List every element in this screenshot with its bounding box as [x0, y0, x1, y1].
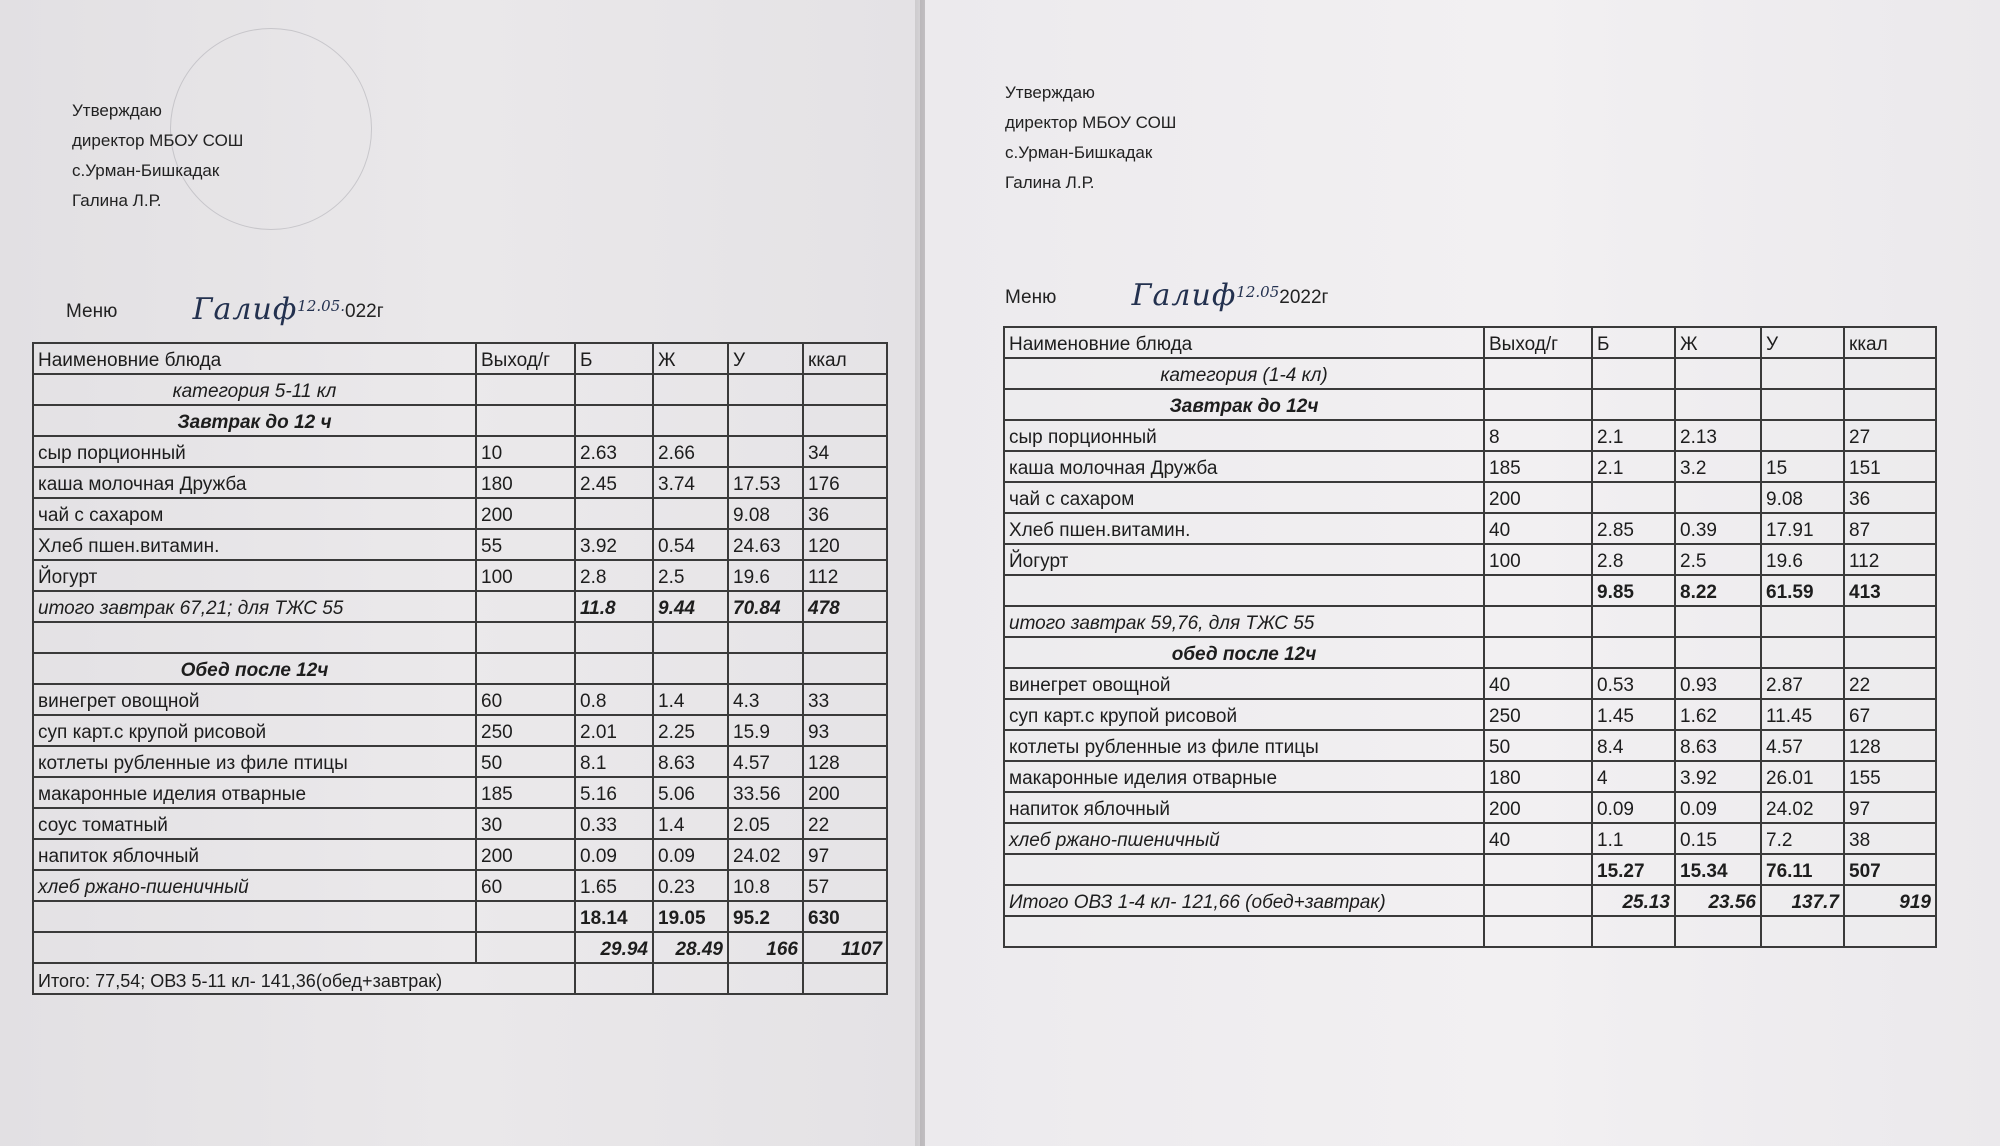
cell: [33, 901, 476, 932]
header-cell: Выход/г: [1484, 327, 1592, 358]
header-cell: Наименовние блюда: [1004, 327, 1484, 358]
menu-label: Меню: [1005, 287, 1057, 308]
cell: 0.15: [1675, 823, 1761, 854]
dish-name: котлеты рубленные из филе птицы: [33, 746, 476, 777]
cell: 0.33: [575, 808, 653, 839]
cell: [476, 591, 575, 622]
cell: 2.01: [575, 715, 653, 746]
approval-line: директор МБОУ СОШ: [1005, 113, 1177, 132]
dish-name: напиток яблочный: [33, 839, 476, 870]
total-cell: 8.22: [1675, 575, 1761, 606]
cell: 40: [1484, 513, 1592, 544]
cell: 17.91: [1761, 513, 1844, 544]
header-cell: ккал: [1844, 327, 1936, 358]
table-row: [1004, 668, 1936, 699]
breakfast-total-row: [1004, 575, 1936, 606]
breakfast-note-row: [1004, 606, 1936, 637]
cell: 60: [476, 684, 575, 715]
cell: 22: [803, 808, 887, 839]
cell: 26.01: [1761, 761, 1844, 792]
cell: 30: [476, 808, 575, 839]
breakfast-total-row: [33, 591, 887, 622]
section-row: [1004, 389, 1936, 420]
cell: 1.45: [1592, 699, 1675, 730]
total-cell: 95.2: [728, 901, 803, 932]
table-row: [1004, 482, 1936, 513]
total-cell: 18.14: [575, 901, 653, 932]
cell: 151: [1844, 451, 1936, 482]
section-row: [1004, 637, 1936, 668]
header-cell: У: [728, 343, 803, 374]
cell: 97: [1844, 792, 1936, 823]
cell: 0.53: [1592, 668, 1675, 699]
total-cell: 15.34: [1675, 854, 1761, 885]
footer-total-note: Итого: 77,54; ОВЗ 5-11 кл- 141,36(обед+завтрак): [33, 963, 575, 994]
table-row: [1004, 730, 1936, 761]
total-cell: 70.84: [728, 591, 803, 622]
cell: 19.6: [1761, 544, 1844, 575]
cell: 128: [1844, 730, 1936, 761]
dish-name: макаронные иделия отварные: [1004, 761, 1484, 792]
table-row: [33, 777, 887, 808]
grand-total-row: [1004, 885, 1936, 916]
cell: 87: [1844, 513, 1936, 544]
header-cell: Ж: [1675, 327, 1761, 358]
total-cell: 23.56: [1675, 885, 1761, 916]
cell: 33.56: [728, 777, 803, 808]
approval-line: с.Урман-Бишкадак: [1005, 143, 1153, 162]
dish-name: чай с сахаром: [33, 498, 476, 529]
cell: 2.5: [653, 560, 728, 591]
table-row: [33, 684, 887, 715]
cell: [1484, 854, 1592, 885]
cell: 8.4: [1592, 730, 1675, 761]
cell: 185: [476, 777, 575, 808]
approval-block: [72, 96, 243, 216]
dish-name: макаронные иделия отварные: [33, 777, 476, 808]
menu-table: [1003, 326, 1937, 948]
total-cell: 11.8: [575, 591, 653, 622]
header-cell: Б: [575, 343, 653, 374]
cell: 17.53: [728, 467, 803, 498]
lunch-title: Обед после 12ч: [33, 653, 476, 684]
breakfast-title: Завтрак до 12ч: [1004, 389, 1484, 420]
dish-name: соус томатный: [33, 808, 476, 839]
section-row: [33, 653, 887, 684]
total-label: итого завтрак 67,21; для ТЖС 55: [33, 591, 476, 622]
cell: 3.2: [1675, 451, 1761, 482]
header-cell: У: [1761, 327, 1844, 358]
cell: 19.6: [728, 560, 803, 591]
total-cell: 919: [1844, 885, 1936, 916]
cell: 93: [803, 715, 887, 746]
menu-year: 2022г: [1279, 287, 1329, 308]
header-cell: Б: [1592, 327, 1675, 358]
cell: 2.1: [1592, 451, 1675, 482]
cell: 1.4: [653, 684, 728, 715]
table-row: [1004, 420, 1936, 451]
cell: 0.09: [653, 839, 728, 870]
dish-name: суп карт.с крупой рисовой: [33, 715, 476, 746]
header-cell: ккал: [803, 343, 887, 374]
category-label: категория 5-11 кл: [33, 374, 476, 405]
cell: 1.62: [1675, 699, 1761, 730]
cell: 2.87: [1761, 668, 1844, 699]
cell: 2.25: [653, 715, 728, 746]
cell: 2.8: [575, 560, 653, 591]
cell: 8.63: [1675, 730, 1761, 761]
cell: 4.57: [1761, 730, 1844, 761]
cell: [1761, 420, 1844, 451]
total-cell: 28.49: [653, 932, 728, 963]
cell: 2.8: [1592, 544, 1675, 575]
dish-name: сыр порционный: [33, 436, 476, 467]
table-row: [33, 808, 887, 839]
total-cell: 478: [803, 591, 887, 622]
cell: 50: [476, 746, 575, 777]
cell: 55: [476, 529, 575, 560]
menu-title-line: [1005, 276, 1328, 311]
table-row: [1004, 451, 1936, 482]
total-cell: 1107: [803, 932, 887, 963]
cell: 15.9: [728, 715, 803, 746]
cell: 128: [803, 746, 887, 777]
total-cell: 29.94: [575, 932, 653, 963]
cell: 200: [1484, 482, 1592, 513]
cell: 2.66: [653, 436, 728, 467]
category-row: [33, 374, 887, 405]
approval-block: [1005, 78, 1176, 198]
breakfast-total-note: итого завтрак 59,76, для ТЖС 55: [1004, 606, 1484, 637]
footer-row: [33, 963, 887, 994]
total-cell: 9.85: [1592, 575, 1675, 606]
cell: 200: [803, 777, 887, 808]
menu-table: [32, 342, 888, 995]
cell: 24.02: [1761, 792, 1844, 823]
cell: 34: [803, 436, 887, 467]
cell: 10: [476, 436, 575, 467]
cell: 15: [1761, 451, 1844, 482]
cell: 100: [1484, 544, 1592, 575]
table-row: [1004, 544, 1936, 575]
cell: 33: [803, 684, 887, 715]
cell: 97: [803, 839, 887, 870]
cell: 27: [1844, 420, 1936, 451]
header-cell: Выход/г: [476, 343, 575, 374]
cell: 2.1: [1592, 420, 1675, 451]
table-row: [1004, 761, 1936, 792]
total-cell: 166: [728, 932, 803, 963]
table-row: [1004, 699, 1936, 730]
cell: 1.4: [653, 808, 728, 839]
table-row: [33, 498, 887, 529]
lunch-title: обед после 12ч: [1004, 637, 1484, 668]
cell: [728, 436, 803, 467]
total-cell: 507: [1844, 854, 1936, 885]
dish-name: Йогурт: [33, 560, 476, 591]
cell: 11.45: [1761, 699, 1844, 730]
cell: 5.16: [575, 777, 653, 808]
cell: 200: [1484, 792, 1592, 823]
cell: 0.8: [575, 684, 653, 715]
total-cell: 61.59: [1761, 575, 1844, 606]
cell: 57: [803, 870, 887, 901]
total-cell: 15.27: [1592, 854, 1675, 885]
total-cell: 137.7: [1761, 885, 1844, 916]
menu-label: Меню: [66, 301, 118, 322]
cell: 3.92: [1675, 761, 1761, 792]
dish-name: винегрет овощной: [1004, 668, 1484, 699]
cell: 8.63: [653, 746, 728, 777]
cell: 2.45: [575, 467, 653, 498]
cell: 2.13: [1675, 420, 1761, 451]
cell: 9.08: [728, 498, 803, 529]
handwritten-signature: Галиф: [1131, 278, 1237, 313]
cell: 8: [1484, 420, 1592, 451]
cell: [1004, 575, 1484, 606]
table-header-row: [33, 343, 887, 374]
category-label: категория (1-4 кл): [1004, 358, 1484, 389]
header-cell: Ж: [653, 343, 728, 374]
table-row: [33, 746, 887, 777]
dish-name: напиток яблочный: [1004, 792, 1484, 823]
cell: [476, 932, 575, 963]
cell: [476, 901, 575, 932]
total-cell: 9.44: [653, 591, 728, 622]
cell: [575, 498, 653, 529]
table-row: [33, 870, 887, 901]
cell: 180: [1484, 761, 1592, 792]
cell: 0.09: [1592, 792, 1675, 823]
dish-name: котлеты рубленные из филе птицы: [1004, 730, 1484, 761]
cell: [1592, 482, 1675, 513]
dish-name: Йогурт: [1004, 544, 1484, 575]
cell: 8.1: [575, 746, 653, 777]
table-row: [33, 560, 887, 591]
total-cell: 630: [803, 901, 887, 932]
cell: 0.23: [653, 870, 728, 901]
cell: 250: [476, 715, 575, 746]
table-row: [33, 715, 887, 746]
cell: 0.39: [1675, 513, 1761, 544]
blank-row: [1004, 916, 1936, 947]
cell: 50: [1484, 730, 1592, 761]
cell: 200: [476, 498, 575, 529]
cell: 100: [476, 560, 575, 591]
cell: 3.74: [653, 467, 728, 498]
approval-line: с.Урман-Бишкадак: [72, 161, 220, 180]
cell: 0.93: [1675, 668, 1761, 699]
cell: 1.1: [1592, 823, 1675, 854]
dish-name: хлеб ржано-пшеничный: [1004, 823, 1484, 854]
cell: 2.5: [1675, 544, 1761, 575]
cell: 250: [1484, 699, 1592, 730]
cell: [653, 498, 728, 529]
cell: 4: [1592, 761, 1675, 792]
approval-line: Утверждаю: [1005, 83, 1095, 102]
cell: 36: [803, 498, 887, 529]
cell: 3.92: [575, 529, 653, 560]
cell: 67: [1844, 699, 1936, 730]
cell: 10.8: [728, 870, 803, 901]
menu-title-line: [66, 290, 384, 325]
dish-name: хлеб ржано-пшеничный: [33, 870, 476, 901]
dish-name: суп карт.с крупой рисовой: [1004, 699, 1484, 730]
cell: 4.3: [728, 684, 803, 715]
table-row: [1004, 823, 1936, 854]
grand-total-row: [33, 932, 887, 963]
total-label: Итого ОВЗ 1-4 кл- 121,66 (обед+завтрак): [1004, 885, 1484, 916]
menu-year: 022г: [345, 301, 384, 322]
total-cell: 19.05: [653, 901, 728, 932]
dish-name: чай с сахаром: [1004, 482, 1484, 513]
table-row: [33, 467, 887, 498]
cell: 0.09: [575, 839, 653, 870]
dish-name: винегрет овощной: [33, 684, 476, 715]
approval-line: Утверждаю: [72, 101, 162, 120]
cell: 40: [1484, 823, 1592, 854]
cell: 5.06: [653, 777, 728, 808]
cell: 7.2: [1761, 823, 1844, 854]
total-cell: 25.13: [1592, 885, 1675, 916]
lunch-total-row: [1004, 854, 1936, 885]
cell: 38: [1844, 823, 1936, 854]
section-row: [33, 405, 887, 436]
total-cell: 413: [1844, 575, 1936, 606]
approval-line: Галина Л.Р.: [72, 191, 162, 210]
table-row: [33, 839, 887, 870]
blank-row: [33, 622, 887, 653]
dish-name: сыр порционный: [1004, 420, 1484, 451]
cell: 185: [1484, 451, 1592, 482]
category-row: [1004, 358, 1936, 389]
cell: 22: [1844, 668, 1936, 699]
cell: 60: [476, 870, 575, 901]
cell: 24.02: [728, 839, 803, 870]
cell: [1675, 482, 1761, 513]
cell: 4.57: [728, 746, 803, 777]
cell: 9.08: [1761, 482, 1844, 513]
cell: [33, 932, 476, 963]
cell: 1.65: [575, 870, 653, 901]
table-row: [33, 436, 887, 467]
dish-name: каша молочная Дружба: [33, 467, 476, 498]
table-row: [33, 529, 887, 560]
cell: 2.05: [728, 808, 803, 839]
handwritten-date: 12.05: [1236, 283, 1280, 301]
cell: 0.54: [653, 529, 728, 560]
table-row: [1004, 513, 1936, 544]
cell: 155: [1844, 761, 1936, 792]
cell: 36: [1844, 482, 1936, 513]
cell: 2.85: [1592, 513, 1675, 544]
header-cell: Наименовние блюда: [33, 343, 476, 374]
left-menu-sheet: [0, 0, 920, 1146]
cell: 2.63: [575, 436, 653, 467]
lunch-total-row: [33, 901, 887, 932]
approval-line: Галина Л.Р.: [1005, 173, 1095, 192]
approval-line: директор МБОУ СОШ: [72, 131, 244, 150]
cell: 24.63: [728, 529, 803, 560]
cell: 40: [1484, 668, 1592, 699]
total-cell: 76.11: [1761, 854, 1844, 885]
handwritten-signature: Галиф: [192, 292, 298, 327]
cell: 176: [803, 467, 887, 498]
handwritten-date: 12.05.: [297, 297, 346, 315]
table-row: [1004, 792, 1936, 823]
cell: 200: [476, 839, 575, 870]
cell: 120: [803, 529, 887, 560]
cell: 180: [476, 467, 575, 498]
breakfast-title: Завтрак до 12 ч: [33, 405, 476, 436]
dish-name: каша молочная Дружба: [1004, 451, 1484, 482]
cell: [1004, 854, 1484, 885]
cell: [1484, 575, 1592, 606]
cell: 0.09: [1675, 792, 1761, 823]
table-header-row: [1004, 327, 1936, 358]
dish-name: Хлеб пшен.витамин.: [1004, 513, 1484, 544]
dish-name: Хлеб пшен.витамин.: [33, 529, 476, 560]
cell: [1484, 885, 1592, 916]
cell: 112: [1844, 544, 1936, 575]
cell: 112: [803, 560, 887, 591]
right-menu-sheet: [925, 0, 2000, 1146]
